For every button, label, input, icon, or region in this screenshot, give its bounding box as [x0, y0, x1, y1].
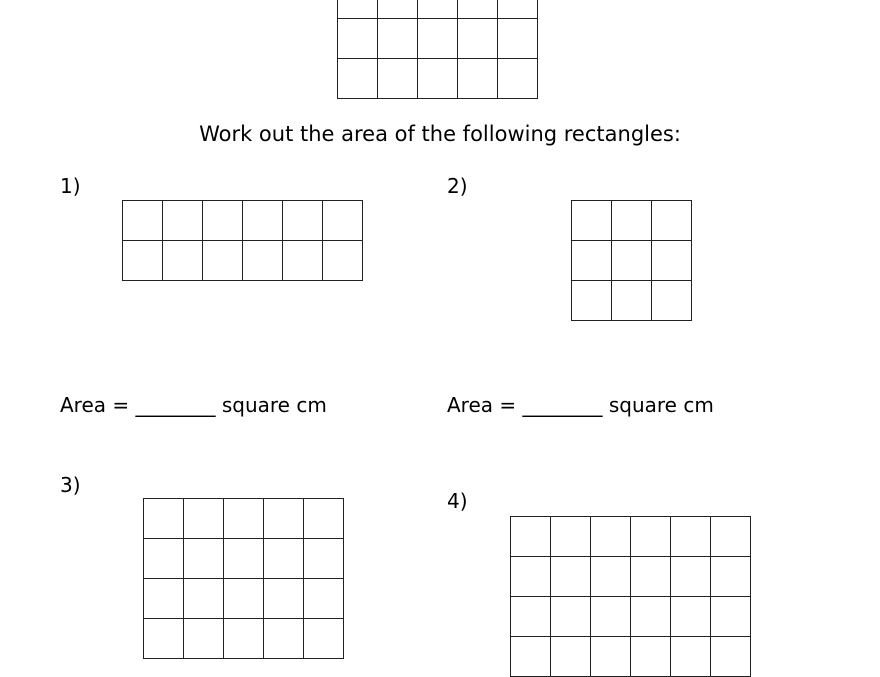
grid-cell [418, 59, 458, 99]
grid-cell [711, 517, 751, 557]
problem-1-area: Area = ________ square cm [60, 393, 327, 417]
grid-cell [498, 59, 538, 99]
problem-2-label: 2) [447, 174, 468, 198]
grid-cell [378, 59, 418, 99]
grid-cell [144, 619, 184, 659]
problem-3-grid [143, 498, 344, 659]
grid-cell [224, 539, 264, 579]
instruction-text: Work out the area of the following rectangles: [199, 122, 681, 146]
grid-cell [511, 557, 551, 597]
problem-1-label: 1) [60, 174, 81, 198]
problem-2-grid [571, 200, 692, 321]
grid-cell [418, 0, 458, 19]
grid-cell [652, 201, 692, 241]
grid-cell [418, 19, 458, 59]
grid-cell [551, 597, 591, 637]
grid-cell [591, 637, 631, 677]
grid-cell [572, 241, 612, 281]
grid-cell [572, 201, 612, 241]
grid-cell [123, 241, 163, 281]
grid-cell [572, 281, 612, 321]
grid-cell [338, 0, 378, 19]
problem-1-grid [122, 200, 363, 281]
grid-cell [591, 597, 631, 637]
grid-cell [123, 201, 163, 241]
grid-cell [671, 557, 711, 597]
grid-cell [551, 637, 591, 677]
grid-cell [378, 0, 418, 19]
grid-cell [163, 201, 203, 241]
grid-cell [203, 241, 243, 281]
grid-cell [671, 637, 711, 677]
grid-cell [458, 0, 498, 19]
grid-cell [338, 59, 378, 99]
grid-cell [612, 281, 652, 321]
grid-cell [591, 517, 631, 557]
grid-cell [551, 557, 591, 597]
grid-cell [243, 241, 283, 281]
grid-cell [711, 637, 751, 677]
grid-cell [612, 241, 652, 281]
grid-cell [631, 557, 671, 597]
grid-cell [458, 59, 498, 99]
grid-cell [184, 539, 224, 579]
grid-cell [304, 619, 344, 659]
grid-cell [631, 517, 671, 557]
grid-cell [264, 499, 304, 539]
problem-3-label: 3) [60, 473, 81, 497]
example-grid [337, 0, 538, 99]
grid-cell [144, 579, 184, 619]
grid-cell [631, 597, 671, 637]
grid-cell [652, 281, 692, 321]
grid-cell [144, 539, 184, 579]
grid-cell [184, 499, 224, 539]
grid-cell [458, 19, 498, 59]
grid-cell [304, 579, 344, 619]
grid-cell [671, 517, 711, 557]
grid-cell [224, 499, 264, 539]
grid-cell [711, 597, 751, 637]
grid-cell [338, 19, 378, 59]
grid-cell [671, 597, 711, 637]
grid-cell [224, 619, 264, 659]
grid-cell [378, 19, 418, 59]
grid-cell [264, 539, 304, 579]
grid-cell [283, 241, 323, 281]
grid-cell [184, 579, 224, 619]
grid-cell [511, 637, 551, 677]
grid-cell [652, 241, 692, 281]
problem-2-area: Area = ________ square cm [447, 393, 714, 417]
problem-4-grid [510, 516, 751, 677]
grid-cell [184, 619, 224, 659]
grid-cell [612, 201, 652, 241]
grid-cell [498, 19, 538, 59]
grid-cell [163, 241, 203, 281]
grid-cell [283, 201, 323, 241]
grid-cell [243, 201, 283, 241]
grid-cell [498, 0, 538, 19]
grid-cell [511, 597, 551, 637]
grid-cell [203, 201, 243, 241]
grid-cell [323, 201, 363, 241]
grid-cell [511, 517, 551, 557]
grid-cell [264, 619, 304, 659]
grid-cell [304, 499, 344, 539]
grid-cell [551, 517, 591, 557]
grid-cell [323, 241, 363, 281]
grid-cell [264, 579, 304, 619]
grid-cell [591, 557, 631, 597]
grid-cell [631, 637, 671, 677]
grid-cell [304, 539, 344, 579]
grid-cell [711, 557, 751, 597]
grid-cell [224, 579, 264, 619]
grid-cell [144, 499, 184, 539]
problem-4-label: 4) [447, 489, 468, 513]
